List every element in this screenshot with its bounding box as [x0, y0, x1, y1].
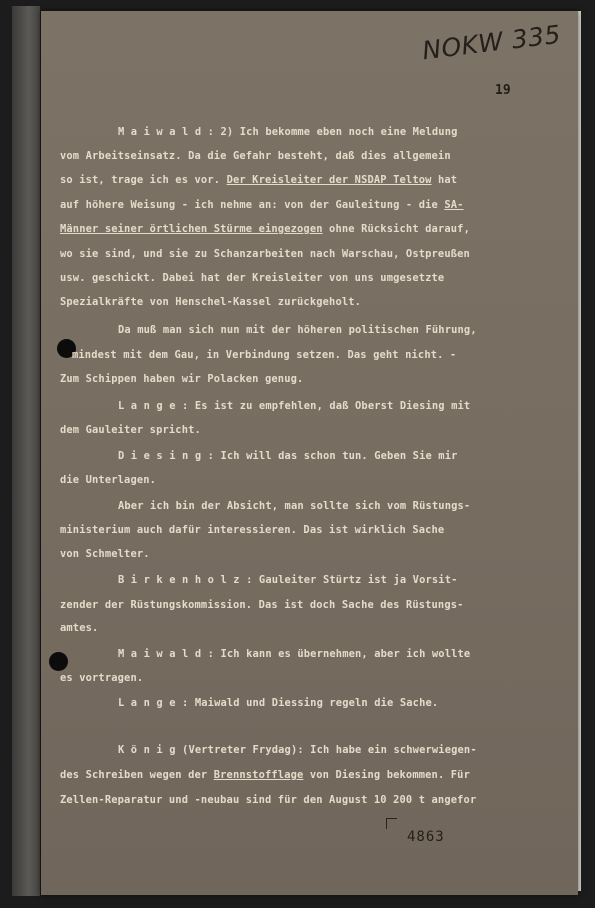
handwritten-stamp: NOKW 335 [420, 19, 563, 66]
text-line: D i e s i n g : Ich will das schon tun. Geben Sie mir [118, 450, 458, 462]
underlined-phrase: SA- [444, 199, 464, 211]
text-line: so ist, trage ich es vor. Der Kreisleiter der NSDAP Teltow hat [60, 174, 458, 186]
text-line: zender der Rüstungskommission. Das ist doch Sache des Rüstungs- [60, 599, 464, 611]
text-line: von Schmelter. [60, 548, 150, 560]
text-line: die Unterlagen. [60, 474, 157, 486]
underlined-phrase: Männer seiner örtlichen Stürme eingezogen [60, 223, 323, 235]
text-line: vom Arbeitseinsatz. Da die Gefahr besteht, daß dies allgemein [60, 150, 451, 162]
text-line: M a i w a l d : 2) Ich bekomme eben noch eine Meldung [118, 126, 458, 138]
text-line: L a n g e : Es ist zu empfehlen, daß Oberst Diesing mit [118, 400, 471, 412]
binding-strip [12, 6, 40, 896]
text-line: Zellen-Reparatur und -neubau sind für den August 10 200 t angefor [60, 794, 477, 806]
text-line: Männer seiner örtlichen Stürme eingezogen ohne Rücksicht darauf, [60, 223, 470, 235]
document-number: 4863 [407, 829, 445, 845]
text-line: dem Gauleiter spricht. [60, 424, 201, 436]
underlined-phrase: Brennstofflage [213, 769, 304, 781]
text-line: Aber ich bin der Absicht, man sollte sich vom Rüstungs- [118, 500, 471, 512]
corner-mark [386, 818, 397, 829]
underlined-phrase: Der Kreisleiter der NSDAP Teltow [226, 174, 432, 186]
punch-hole [49, 652, 68, 671]
text-line: M a i w a l d : Ich kann es übernehmen, aber ich wollte [118, 648, 471, 660]
text-line: K ö n i g (Vertreter Frydag): Ich habe ein schwerwiegen- [118, 744, 477, 756]
text-line: Da muß man sich nun mit der höheren politischen Führung, [118, 324, 477, 336]
text-line: des Schreiben wegen der Brennstofflage von Diesing bekommen. Für [60, 769, 470, 781]
text-line: usw. geschickt. Dabei hat der Kreisleiter von uns umgesetzte [60, 272, 445, 284]
text-line: Zum Schippen haben wir Polacken genug. [60, 373, 304, 385]
text-line: L a n g e : Maiwald und Diessing regeln die Sache. [118, 697, 439, 709]
text-line: B i r k e n h o l z : Gauleiter Stürtz ist ja Vorsit- [118, 574, 458, 586]
text-line: ministerium auch dafür interessieren. Das ist wirklich Sache [60, 524, 445, 536]
text-line: wo sie sind, und sie zu Schanzarbeiten nach Warschau, Ostpreußen [60, 248, 470, 260]
text-line: es vortragen. [60, 672, 144, 684]
text-line: amtes. [60, 622, 99, 634]
page-number: 19 [495, 83, 511, 98]
text-line: Spezialkräfte von Henschel-Kassel zurückgeholt. [60, 296, 362, 308]
text-line: auf höhere Weisung - ich nehme an: von der Gauleitung - die SA- [60, 199, 464, 211]
text-line: mindest mit dem Gau, in Verbindung setzen. Das geht nicht. - [72, 349, 457, 361]
